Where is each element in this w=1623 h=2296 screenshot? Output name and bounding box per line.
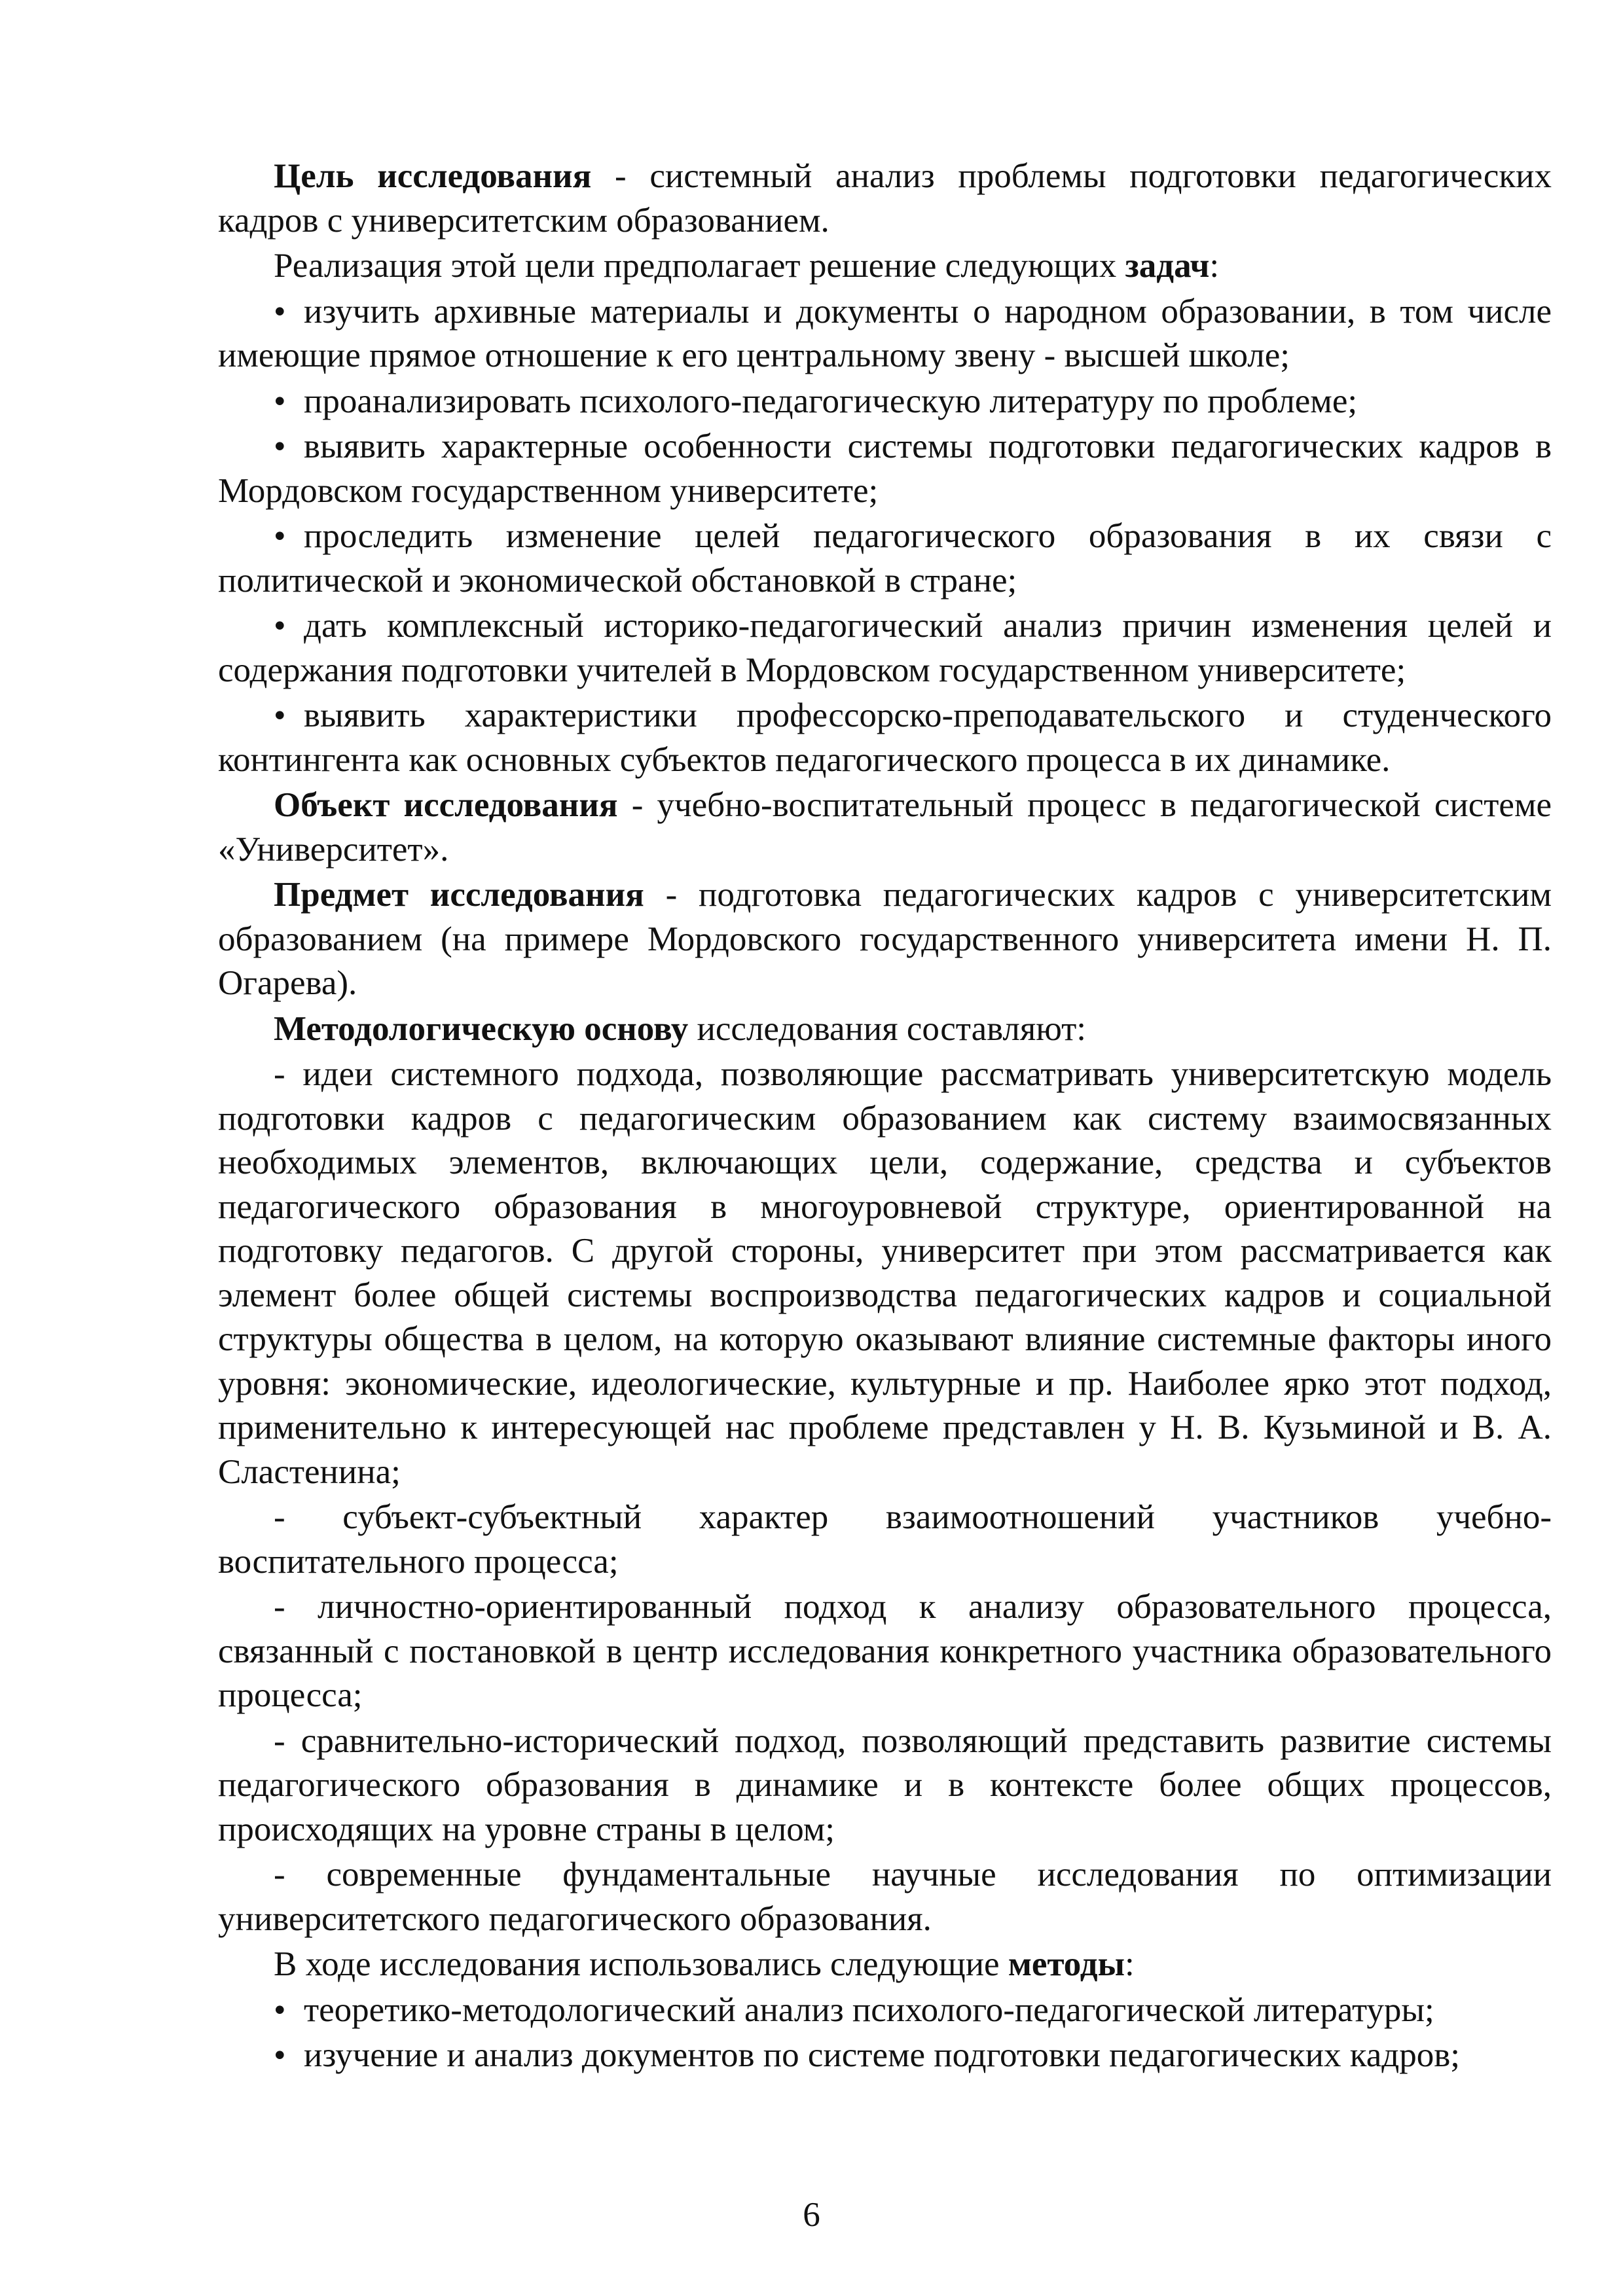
methodology-intro-bold: Методологическую основу <box>274 1009 689 1048</box>
methodology-item: - современные фундаментальные научные исследования по оптимизации университетского педагогического образования. <box>218 1856 1552 1938</box>
method-text: изучение и анализ документов по системе подготовки педагогических кадров; <box>304 2036 1460 2074</box>
methods-intro-text: В ходе исследования использовались следующие <box>274 1945 1008 1983</box>
task-item <box>218 425 1552 513</box>
tasks-intro-paragraph <box>218 244 1552 289</box>
methodology-item: - личностно-ориентированный подход к анализу образовательного процесса, связанный с постановкой в центр исследования конкретного участника образовательного процесса; <box>218 1588 1552 1714</box>
object-paragraph <box>218 783 1552 872</box>
goal-text: - системный анализ проблемы подготовки педагогических кадров с университетским образованием. <box>218 157 1552 240</box>
methodology-item: - идеи системного подхода, позволяющие рассматривать университетскую модель подготовки кадров с педагогическим образованием как систему взаимосвязанных необходимых элементов, включающих цели, содержание, средства и субъектов педагогического образования в многоуровневой структуре, ориентированной на подготовку педагогов. С другой стороны, университет при этом рассматривается как элемент более общей системы воспроизводства педагогических кадров и социальной структуры общества в целом, на которую оказывают влияние системные факторы иного уровня: экономические, идеологические, культурные и пр. Наиболее ярко этот подход, применительно к интересующей нас проблеме представлен у Н. В. Кузьминой и В. А. Сластенина; <box>218 1055 1552 1491</box>
tasks-intro-tail: : <box>1209 247 1220 285</box>
task-text: выявить характерные особенности системы подготовки педагогических кадров в Мордовском государственном университете; <box>218 427 1552 510</box>
page-body <box>218 154 1552 2079</box>
task-text: проанализировать психолого-педагогическую литературу по проблеме; <box>304 382 1358 420</box>
tasks-intro-bold: задач <box>1125 247 1210 285</box>
bullet-icon: • <box>274 2036 286 2074</box>
methodology-intro-text: исследования составляют: <box>688 1009 1087 1048</box>
tasks-intro-text: Реализация этой цели предполагает решение следующих <box>274 247 1125 285</box>
method-item <box>218 1988 1552 2033</box>
bullet-icon: • <box>274 607 286 645</box>
task-text: изучить архивные материалы и документы о народном образовании, в том числе имеющие прямое отношение к его центральному звену - высшей школе; <box>218 292 1552 374</box>
methods-intro-bold: методы <box>1008 1945 1125 1983</box>
goal-label: Цель исследования <box>274 157 592 195</box>
task-item <box>218 694 1552 782</box>
task-item <box>218 380 1552 424</box>
page-number: 6 <box>803 2196 820 2234</box>
methods-intro-tail: : <box>1124 1945 1135 1983</box>
subject-text: - подготовка педагогических кадров с университетским образованием (на примере Мордовского государственного университета имени Н. П. Огарева). <box>218 876 1552 1002</box>
bullet-icon: • <box>274 1990 286 2029</box>
goal-paragraph <box>218 154 1552 243</box>
method-item <box>218 2034 1552 2078</box>
bullet-icon: • <box>274 292 286 331</box>
subject-label: Предмет исследования <box>274 876 644 914</box>
task-item <box>218 604 1552 692</box>
subject-paragraph <box>218 873 1552 1006</box>
task-text: проследить изменение целей педагогического образования в их связи с политической и экономической обстановкой в стране; <box>218 517 1552 600</box>
bullet-icon: • <box>274 517 286 555</box>
object-text: - учебно-воспитательный процесс в педагогической системе «Университет». <box>218 786 1552 869</box>
task-text: дать комплексный историко-педагогический анализ причин изменения целей и содержания подготовки учителей в Мордовском государственном университете; <box>218 607 1552 689</box>
bullet-icon: • <box>274 427 286 465</box>
bullet-icon: • <box>274 382 286 420</box>
task-item <box>218 290 1552 378</box>
task-item <box>218 514 1552 603</box>
methods-intro-paragraph <box>218 1943 1552 1987</box>
methodology-intro-paragraph <box>218 1007 1552 1052</box>
methodology-item: - сравнительно-исторический подход, позволяющий представить развитие системы педагогического образования в динамике и в контексте более общих процессов, происходящих на уровне страны в целом; <box>218 1721 1552 1848</box>
bullet-icon: • <box>274 696 286 734</box>
methodology-item: - субъект-субъектный характер взаимоотношений участников учебно-воспитательного процесса; <box>218 1498 1552 1581</box>
task-text: выявить характеристики профессорско-преподавательского и студенческого контингента как основных субъектов педагогического процесса в их динамике. <box>218 696 1552 779</box>
method-text: теоретико-методологический анализ психолого-педагогической литературы; <box>304 1990 1434 2029</box>
object-label: Объект исследования <box>274 786 618 824</box>
